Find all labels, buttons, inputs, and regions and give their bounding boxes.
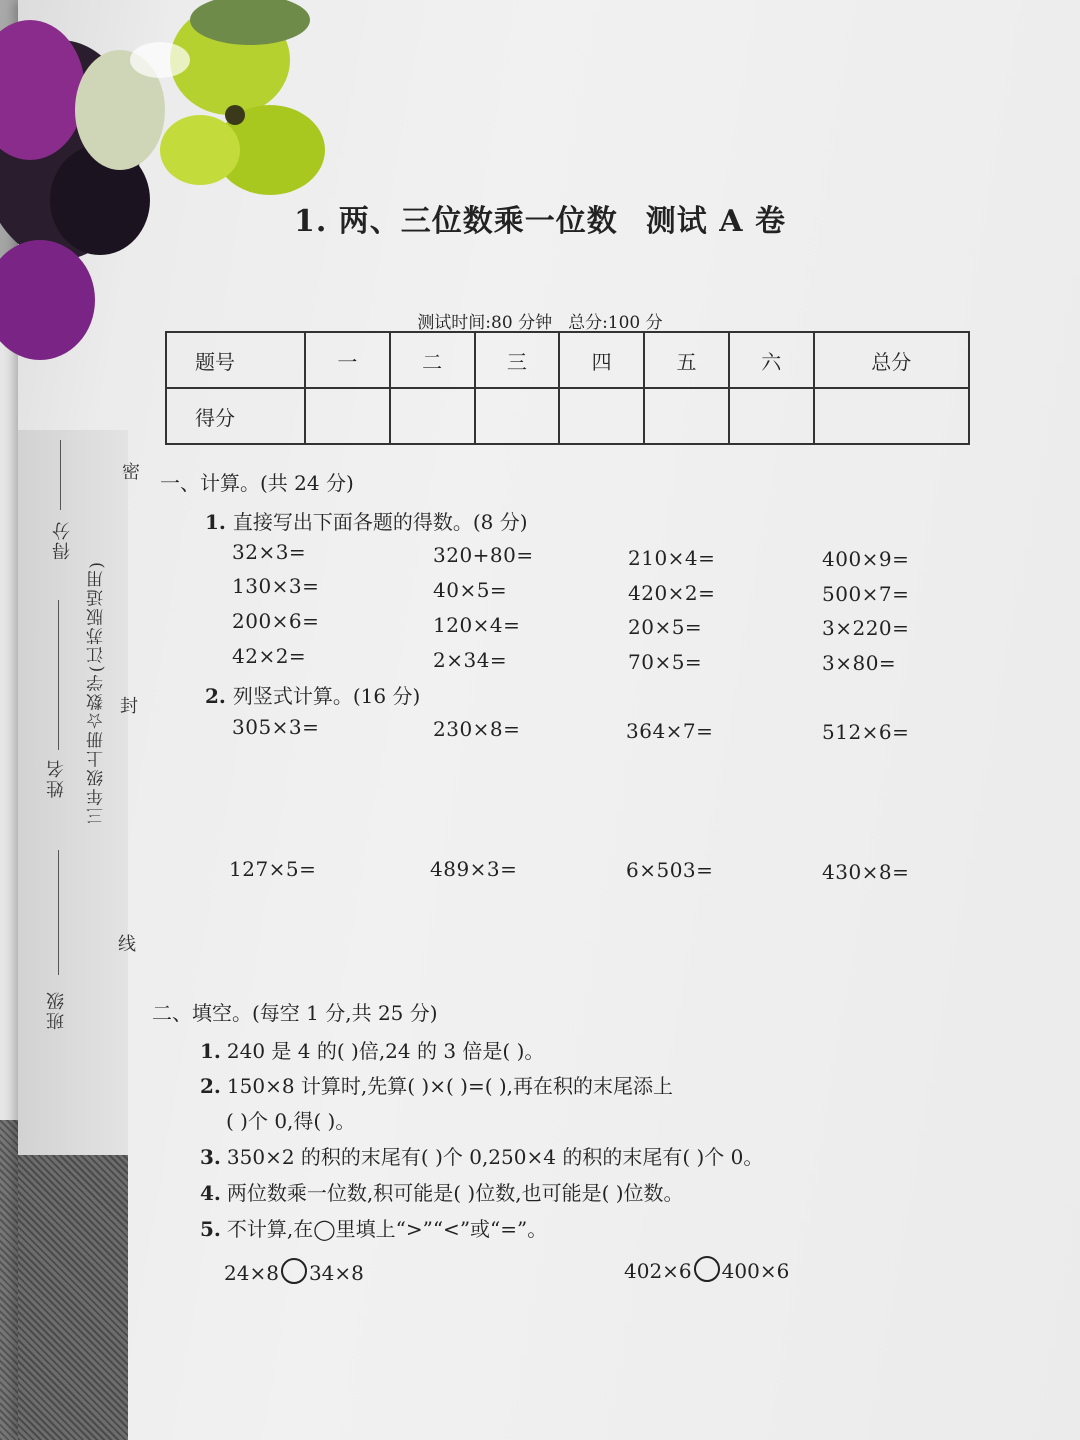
q1-item: 42×2= [232, 644, 307, 668]
q1-item: 210×4= [628, 546, 716, 570]
q1-text: 直接写出下面各题的得数。(8 分) [232, 510, 528, 534]
q1-item: 420×2= [628, 581, 716, 605]
score-table-cell: 四 [559, 332, 644, 388]
page-title [0, 196, 1080, 240]
q2-item: 489×3= [430, 857, 518, 881]
fill-item-number: 4. [200, 1181, 221, 1205]
class-blank-line [58, 850, 59, 975]
q1-item: 2×34= [433, 648, 508, 672]
score-table-cell: 总分 [814, 332, 969, 388]
score-table-cell: 三 [475, 332, 560, 388]
q2-number: 2. [205, 684, 226, 708]
score-table-cell: 二 [390, 332, 475, 388]
compare-left [224, 1258, 364, 1285]
section1-q1 [205, 506, 528, 535]
q2-item: 127×5= [229, 857, 317, 881]
section2-heading: 二、填空。(每空 1 分,共 25 分) [152, 1001, 438, 1025]
fill-item [226, 1105, 355, 1134]
q1-item: 320+80= [433, 543, 534, 567]
compare-circle-input[interactable] [694, 1256, 720, 1282]
compare-right-a: 402×6 [624, 1259, 692, 1283]
score-table-cell: 五 [644, 332, 729, 388]
q1-item: 20×5= [628, 615, 703, 639]
q1-item: 40×5= [433, 578, 508, 602]
fill-item-text: 两位数乘一位数,积可能是( )位数,也可能是( )位数。 [226, 1181, 684, 1205]
seal-mi: 密 [122, 462, 140, 483]
fill-item [200, 1213, 547, 1242]
score-input-cell[interactable] [559, 388, 644, 444]
score-input-cell[interactable] [305, 388, 390, 444]
q1-item: 120×4= [433, 613, 521, 637]
fill-item-number: 1. [200, 1039, 221, 1063]
q2-item: 230×8= [433, 717, 521, 741]
fill-item-number: 3. [200, 1145, 221, 1169]
q2-item: 6×503= [626, 858, 714, 882]
score-table-cell: 得分 [166, 388, 305, 444]
q2-item: 305×3= [232, 715, 320, 739]
fill-item-text: 150×8 计算时,先算( )×( )=( ),再在积的末尾添上 [226, 1074, 674, 1098]
q1-item: 3×80= [822, 651, 897, 675]
q1-item: 70×5= [628, 650, 703, 674]
compare-left-b: 34×8 [308, 1261, 364, 1285]
score-input-cell[interactable] [390, 388, 475, 444]
compare-left-a: 24×8 [224, 1261, 279, 1285]
q2-item: 430×8= [822, 860, 910, 884]
score-table-score-row [166, 388, 969, 444]
score-blank-line [60, 440, 61, 510]
score-table-cell: 题号 [166, 332, 305, 388]
test-time: 测试时间:80 分钟 [417, 313, 553, 333]
fill-item-text: 350×2 的积的末尾有( )个 0,250×4 的积的末尾有( )个 0。 [226, 1145, 764, 1169]
q1-item: 130×3= [232, 574, 320, 598]
fill-item [200, 1141, 763, 1170]
fill-item-number: 5. [200, 1217, 221, 1241]
score-table-header-row [166, 332, 969, 388]
q2-text: 列竖式计算。(16 分) [232, 684, 421, 708]
fill-item-text: ( )个 0,得( )。 [226, 1109, 356, 1133]
score-input-cell[interactable] [814, 388, 969, 444]
q1-item: 3×220= [822, 616, 910, 640]
q1-item: 32×3= [232, 540, 307, 564]
fill-item [200, 1177, 684, 1206]
fill-item [200, 1070, 673, 1099]
title-test: 测试 A 卷 [645, 204, 786, 239]
name-label: 姓名 [46, 758, 67, 798]
q1-number: 1. [205, 510, 226, 534]
class-label: 班级 [46, 990, 67, 1030]
score-input-cell[interactable] [729, 388, 814, 444]
compare-right-b: 400×6 [721, 1259, 790, 1283]
title-main: 1. 两、三位数乘一位数 [294, 204, 618, 239]
section1-heading: 一、计算。(共 24 分) [160, 471, 354, 495]
q1-item: 500×7= [822, 582, 910, 606]
compare-circle-input[interactable] [281, 1258, 307, 1284]
seal-feng: 封 [120, 696, 138, 717]
fill-item-text: 240 是 4 的( )倍,24 的 3 倍是( )。 [226, 1039, 545, 1063]
total-score: 总分:100 分 [568, 313, 663, 333]
score-table-cell: 一 [305, 332, 390, 388]
fill-item-number: 2. [200, 1074, 221, 1098]
score-table [165, 331, 970, 445]
name-blank-line [58, 600, 59, 750]
book-edition-label: 三年级上册☆数学(江苏版适用) [87, 560, 107, 825]
score-input-cell[interactable] [475, 388, 560, 444]
q2-item: 512×6= [822, 720, 910, 744]
compare-right [624, 1256, 789, 1283]
section1-q2 [205, 680, 420, 709]
fill-item [200, 1035, 544, 1064]
q2-item: 364×7= [626, 719, 714, 743]
seal-xian: 线 [118, 934, 136, 955]
binding-pattern [18, 1155, 128, 1440]
score-input-cell[interactable] [644, 388, 729, 444]
q1-item: 200×6= [232, 609, 320, 633]
score-side-label: 得分 [52, 520, 73, 560]
test-info [0, 308, 1080, 333]
fill-item-text: 不计算,在◯里填上“>”“<”或“=”。 [226, 1217, 548, 1241]
q1-item: 400×9= [822, 547, 910, 571]
score-table-cell: 六 [729, 332, 814, 388]
